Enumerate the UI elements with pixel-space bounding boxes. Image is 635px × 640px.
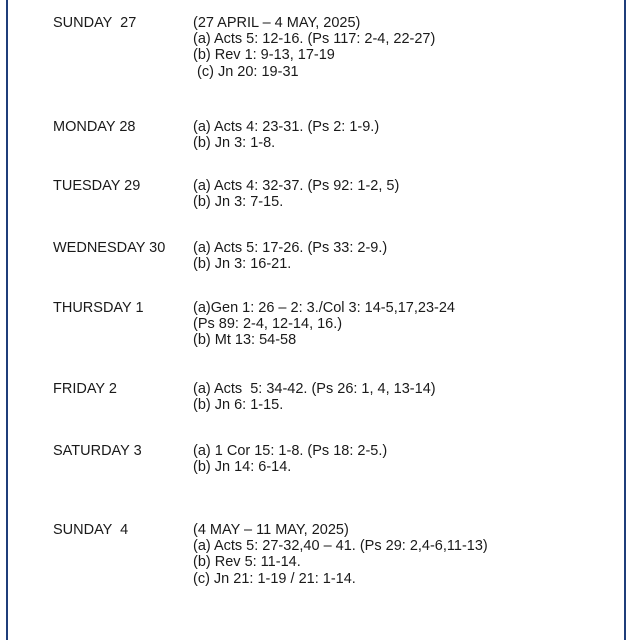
day-label: WEDNESDAY 30: [53, 240, 166, 256]
day-label: SUNDAY 4: [53, 522, 129, 538]
reading-line: (a) Acts 4: 23-31. (Ps 2: 1-9.): [193, 119, 380, 135]
day-label: FRIDAY 2: [53, 381, 117, 397]
reading-line: (a) 1 Cor 15: 1-8. (Ps 18: 2-5.): [193, 443, 388, 459]
reading-line: (b) Rev 5: 11-14.: [193, 554, 301, 571]
readings-list: [193, 300, 455, 349]
reading-line: (4 MAY – 11 MAY, 2025): [193, 522, 349, 538]
reading-line: (a) Acts 5: 27-32,40 – 41. (Ps 29: 2,4-6,11-13): [193, 538, 488, 555]
reading-line: (c) Jn 21: 1-19 / 21: 1-14.: [193, 570, 356, 587]
readings-list: [193, 522, 488, 587]
reading-line: (a) Acts 4: 32-37. (Ps 92: 1-2, 5): [193, 178, 400, 194]
reading-line: (b) Jn 3: 16-21.: [193, 256, 292, 273]
readings-list: [193, 15, 435, 80]
reading-line: (b) Rev 1: 9-13, 17-19: [193, 47, 335, 64]
reading-line: (b) Jn 14: 6-14.: [193, 459, 292, 476]
reading-line: (a)Gen 1: 26 – 2: 3./Col 3: 14-5,17,23-24: [193, 300, 455, 316]
day-label: TUESDAY 29: [53, 178, 141, 194]
day-label: THURSDAY 1: [53, 300, 144, 316]
reading-line: (Ps 89: 2-4, 12-14, 16.): [193, 316, 343, 333]
reading-line: (a) Acts 5: 34-42. (Ps 26: 1, 4, 13-14): [193, 381, 436, 397]
reading-line: (b) Mt 13: 54-58: [193, 332, 297, 349]
day-label: SUNDAY 27: [53, 15, 137, 31]
day-label: MONDAY 28: [53, 119, 136, 135]
readings-list: [193, 178, 399, 210]
day-label: SATURDAY 3: [53, 443, 142, 459]
reading-line: (a) Acts 5: 12-16. (Ps 117: 2-4, 22-27): [193, 31, 436, 48]
reading-line: (27 APRIL – 4 MAY, 2025): [193, 15, 361, 31]
readings-list: [193, 381, 436, 413]
reading-line: (b) Jn 3: 7-15.: [193, 194, 284, 211]
readings-list: [193, 119, 379, 151]
reading-line: (b) Jn 6: 1-15.: [193, 397, 284, 414]
readings-list: [193, 240, 387, 272]
reading-line: (a) Acts 5: 17-26. (Ps 33: 2-9.): [193, 240, 388, 256]
reading-line: (b) Jn 3: 1-8.: [193, 135, 276, 152]
readings-list: [193, 443, 387, 475]
reading-line: (c) Jn 20: 19-31: [193, 63, 299, 80]
